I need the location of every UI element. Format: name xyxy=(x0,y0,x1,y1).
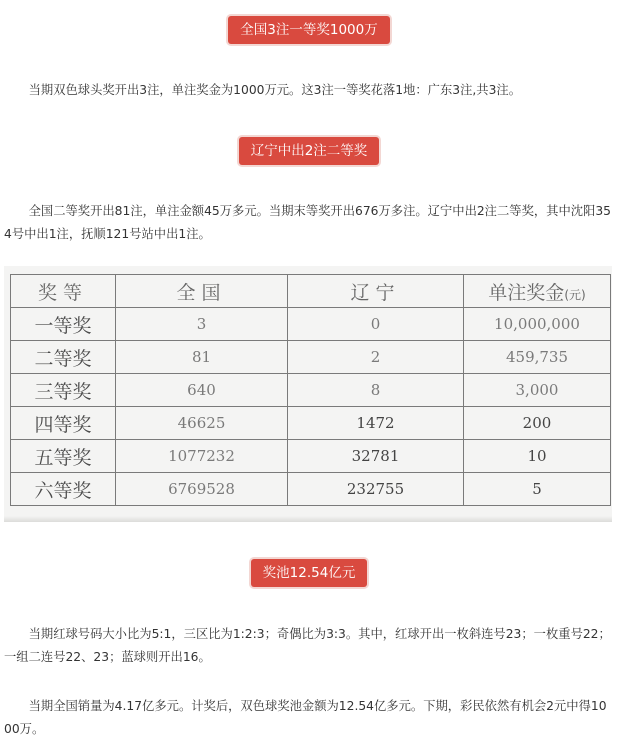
paragraph-second-prize: 全国二等奖开出81注，单注金额45万多元。当期末等奖开出676万多注。辽宁中出2注二等奖，其中沈阳354号中出1注，抚顺121号站中出1注。 xyxy=(4,204,612,241)
prize-table-image xyxy=(4,266,612,522)
row-amount: 10,000,000 xyxy=(464,308,611,341)
paragraph-draw-details: 当期红球号码大小比为5:1，三区比为1:2:3；奇偶比为3:3。其中，红球开出一枚斜连号23；一枚重号22；一组二连号22、23；蓝球则开出16。 xyxy=(4,627,611,664)
row-national: 3 xyxy=(116,308,288,341)
row-level: 五等奖 xyxy=(11,440,116,473)
row-amount: 200 xyxy=(464,407,611,440)
section-tag-national-first-prize xyxy=(0,16,618,44)
row-national: 46625 xyxy=(116,407,288,440)
tag-dot-icon xyxy=(217,28,222,33)
row-liaoning: 0 xyxy=(288,308,464,341)
row-liaoning: 8 xyxy=(288,374,464,407)
row-national: 640 xyxy=(116,374,288,407)
section-tag-label: 全国3注一等奖1000万 xyxy=(240,22,378,38)
row-national: 81 xyxy=(116,341,288,374)
header-amount xyxy=(464,275,611,308)
row-national: 1077232 xyxy=(116,440,288,473)
section-tag-label: 辽宁中出2注二等奖 xyxy=(250,143,368,159)
row-amount: 5 xyxy=(464,473,611,506)
row-level: 六等奖 xyxy=(11,473,116,506)
row-level: 三等奖 xyxy=(11,374,116,407)
row-amount: 3,000 xyxy=(464,374,611,407)
row-liaoning: 232755 xyxy=(288,473,464,506)
tag-dot-icon xyxy=(373,571,378,576)
header-amount-unit: (元) xyxy=(564,287,586,302)
row-amount: 10 xyxy=(464,440,611,473)
photo-edge-shadow xyxy=(4,516,612,522)
row-level: 四等奖 xyxy=(11,407,116,440)
row-liaoning: 32781 xyxy=(288,440,464,473)
table-row xyxy=(11,374,611,407)
paragraph-sales-jackpot: 当期全国销量为4.17亿多元。计奖后，双色球奖池金额为12.54亿多元。下期，彩民依然有机会2元中得1000万。 xyxy=(4,699,607,736)
tag-dot-icon xyxy=(240,571,245,576)
header-national: 全国 xyxy=(116,275,288,308)
row-national: 6769528 xyxy=(116,473,288,506)
tag-dot-icon xyxy=(385,149,390,154)
tag-dot-icon xyxy=(228,149,233,154)
header-level: 奖等 xyxy=(11,275,116,308)
row-liaoning: 1472 xyxy=(288,407,464,440)
section-tag-liaoning-second-prize xyxy=(0,137,618,165)
row-level: 一等奖 xyxy=(11,308,116,341)
prize-table xyxy=(10,274,611,506)
header-liaoning: 辽宁 xyxy=(288,275,464,308)
table-row xyxy=(11,407,611,440)
table-header-row xyxy=(11,275,611,308)
section-tag-jackpot xyxy=(0,559,618,587)
tag-dot-icon xyxy=(396,28,401,33)
row-amount: 459,735 xyxy=(464,341,611,374)
row-level: 二等奖 xyxy=(11,341,116,374)
table-row xyxy=(11,473,611,506)
section-tag-label: 奖池12.54亿元 xyxy=(262,565,356,581)
table-row xyxy=(11,341,611,374)
row-liaoning: 2 xyxy=(288,341,464,374)
header-amount-label: 单注奖金 xyxy=(488,281,565,304)
table-row xyxy=(11,308,611,341)
paragraph-first-prize: 当期双色球头奖开出3注，单注奖金为1000万元。这3注一等奖花落1地：广东3注,共3注。 xyxy=(28,83,522,97)
table-row xyxy=(11,440,611,473)
